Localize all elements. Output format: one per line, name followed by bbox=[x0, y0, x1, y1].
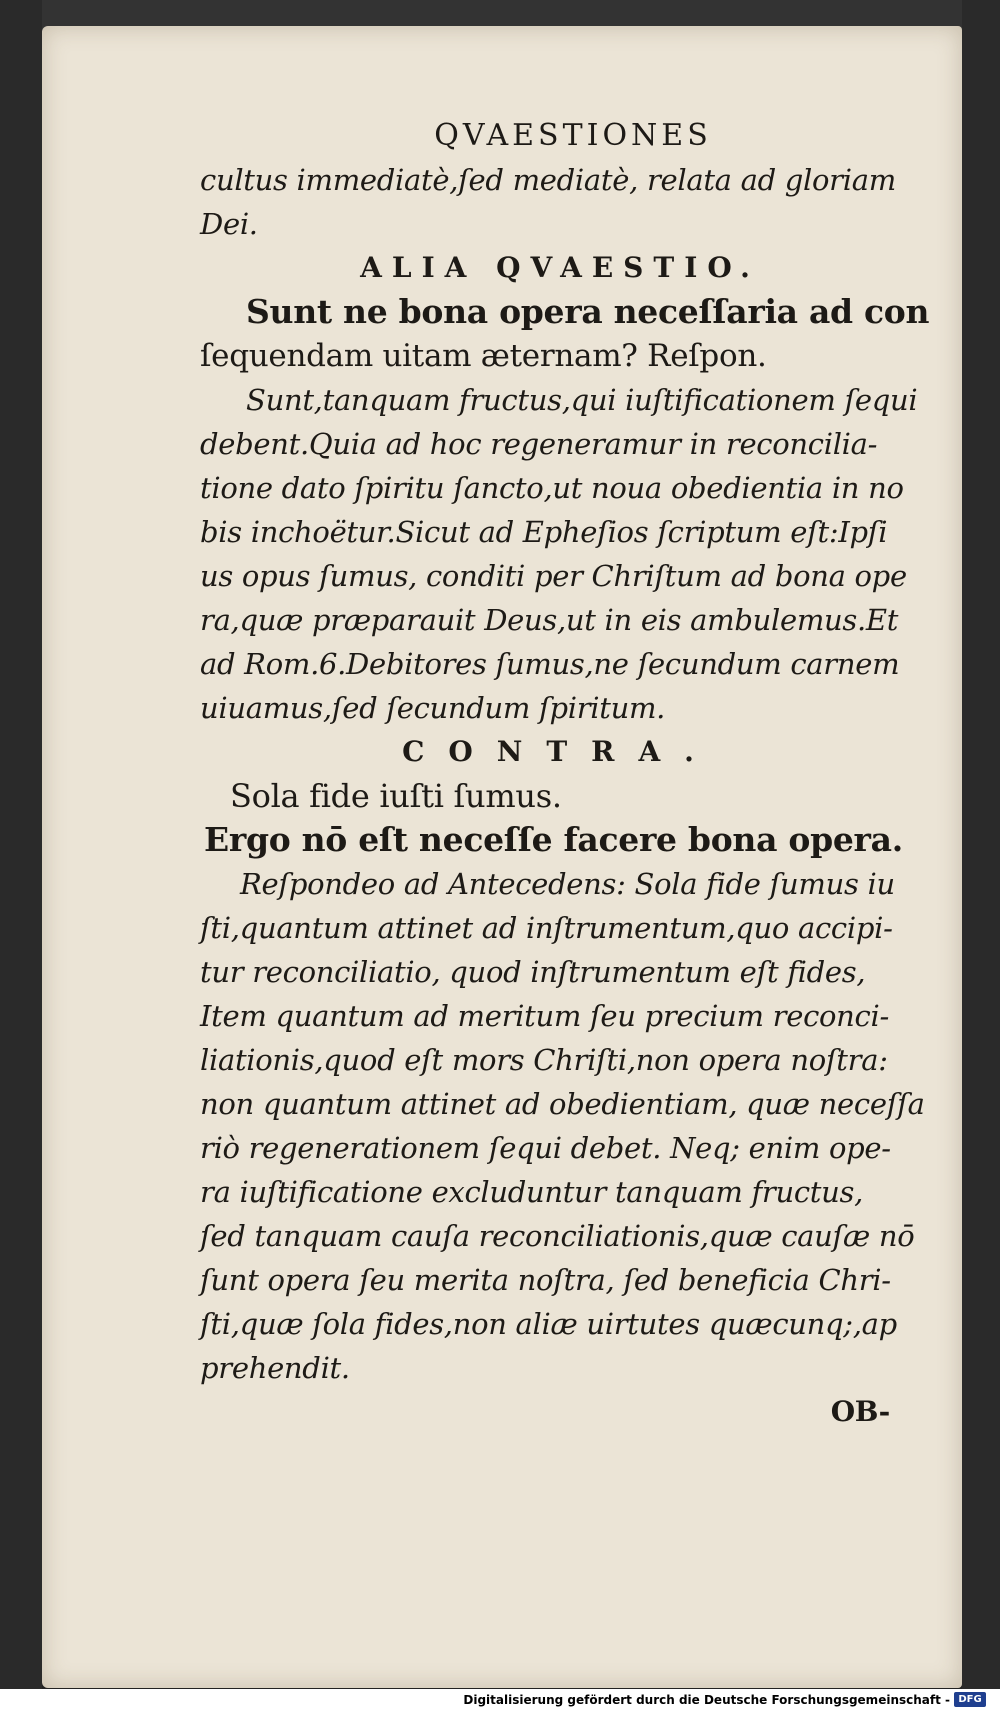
objection-line: Sola fide iuſti ſumus. bbox=[230, 777, 562, 815]
page-text-block bbox=[200, 158, 930, 1434]
text-line: Sunt,tanquam fructus,qui iuſtificationem ſequi bbox=[246, 383, 918, 417]
scan-background-right bbox=[962, 0, 1000, 1711]
section-heading: ALIA QVAESTIO. bbox=[360, 251, 760, 284]
text-line: ra,quæ præparauit Deus,ut in eis ambulemus.Et bbox=[200, 603, 899, 637]
text-line: ſti,quæ ſola fides,non aliæ uirtutes quæcunq;,ap bbox=[200, 1307, 897, 1341]
text-line: non quantum attinet ad obedientiam, quæ neceſſa bbox=[200, 1087, 925, 1121]
question-line: ſequendam uitam æternam? Reſpon. bbox=[200, 338, 767, 374]
text-line: Dei. bbox=[200, 207, 258, 241]
text-line: ſunt opera ſeu merita noſtra, ſed beneficia Chri- bbox=[200, 1263, 891, 1297]
text-line: Item quantum ad meritum ſeu precium reconci- bbox=[200, 999, 889, 1033]
text-line: ad Rom.6.Debitores ſumus,ne ſecundum carnem bbox=[200, 647, 900, 681]
text-line: prehendit. bbox=[200, 1351, 350, 1385]
text-line: cultus immediatè,ſed mediatè, relata ad gloriam bbox=[200, 163, 896, 197]
text-line: liationis,quod eſt mors Chriſti,non opera noſtra: bbox=[200, 1043, 888, 1077]
text-line: tur reconciliatio, quod inſtrumentum eſt fides, bbox=[200, 955, 866, 989]
text-line: riò regenerationem ſequi debet. Neq; enim ope- bbox=[200, 1131, 891, 1165]
text-line: ſti,quantum attinet ad inſtrumentum,quo accipi- bbox=[200, 911, 893, 945]
text-line: Reſpondeo ad Antecedens: Sola fide ſumus iu bbox=[240, 867, 895, 901]
catchword: OB- bbox=[830, 1395, 890, 1428]
text-line: debent.Quia ad hoc regeneramur in reconcilia- bbox=[200, 427, 878, 461]
digitization-footer bbox=[0, 1689, 1000, 1711]
text-line: uiuamus,ſed ſecundum ſpiritum. bbox=[200, 691, 666, 725]
text-line: tione dato ſpiritu ſancto,ut noua obedientia in no bbox=[200, 471, 904, 505]
text-line: ra iuſtificatione excluduntur tanquam fructus, bbox=[200, 1175, 864, 1209]
footer-credit: Digitalisierung gefördert durch die Deutsche Forschungsgemeinschaft - bbox=[463, 1693, 950, 1707]
text-line: ſed tanquam cauſa reconciliationis,quæ cauſæ nō bbox=[200, 1219, 915, 1253]
running-header: QVAESTIONES bbox=[434, 118, 712, 153]
section-heading: CONTRA. bbox=[402, 735, 718, 768]
text-line: bis inchoëtur.Sicut ad Epheſios ſcriptum eſt:Ipſi bbox=[200, 515, 888, 549]
scan-background-left bbox=[0, 0, 42, 1711]
question-line: Sunt ne bona opera neceſſaria ad con bbox=[246, 292, 930, 331]
dfg-logo: DFG bbox=[954, 1692, 986, 1707]
objection-line: Ergo nō eſt neceſſe facere bona opera. bbox=[204, 820, 903, 859]
text-line: us opus ſumus, conditi per Chriſtum ad bona ope bbox=[200, 559, 907, 593]
